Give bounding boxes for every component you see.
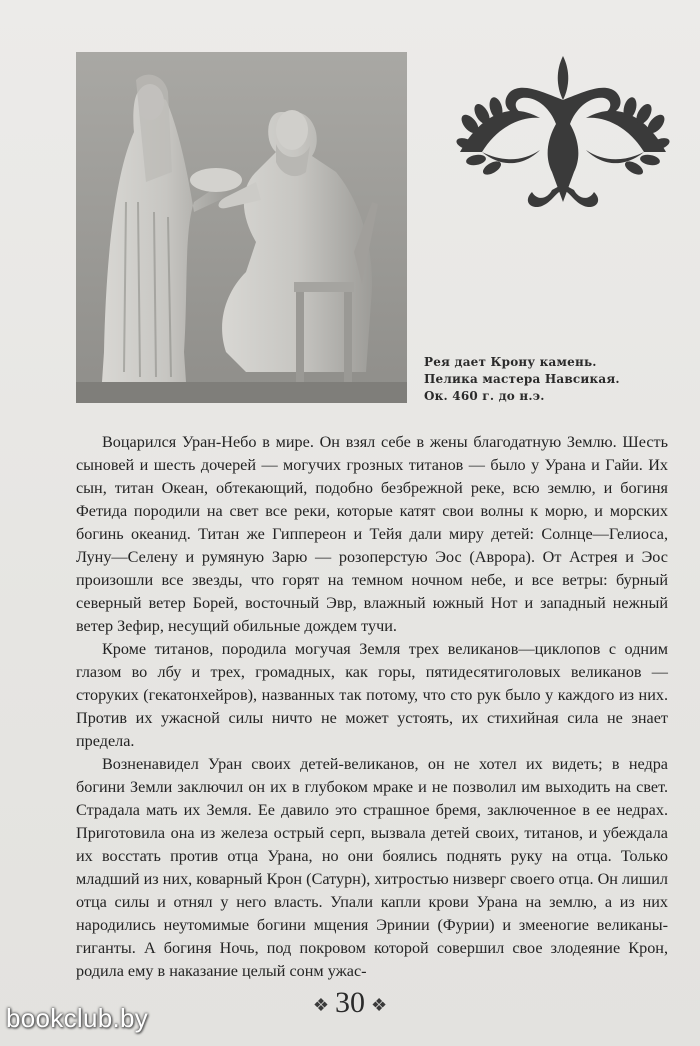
floral-ornament <box>452 52 674 212</box>
image-caption <box>424 354 664 405</box>
ornament-left-icon: ❖ <box>312 995 329 1016</box>
ornament-right-icon: ❖ <box>371 995 388 1016</box>
body-text <box>76 431 668 983</box>
caption-artist: Пелика мастера Навсикая. <box>424 372 620 386</box>
caption-title: Рея дает Крону камень. <box>424 355 597 369</box>
watermark: bookclub.by <box>6 1003 149 1033</box>
paragraph: Кроме титанов, породила могучая Земля трех великанов—циклопов с одним глазом во лбу и трех, громадных, как горы, пятидесятиголовых великанов — сторуких (гекатонхейров), названных так потому, что сто рук было у каждого из них. Против их ужасной силы ничто не может устоять, их стихийная сила не знает предела. <box>76 640 668 750</box>
page-number-value: 30 <box>335 986 365 1019</box>
paragraph: Возненавидел Уран своих детей-великанов, он не хотел их видеть; в недра богини Земли заключил он их в глубоком мраке и не позволил им выходить на свет. Страдала мать их Земля. Ее давило это страшное бремя, заключенное в ее недрах. Приготовила она из железа острый серп, вызвала детей своих, титанов, и убеждала их восстать против отца Урана, но они боялись поднять руку на отца. Только младший из них, коварный Крон (Сатурн), хитростью низверг своего отца. Он лишил отца силы и отнял у него власть. Упали капли крови Урана на землю, а из них народились неутомимые богини мщения Эринии (Фурии) и змееногие великаны-гиганты. А богиня Ночь, под покровом которой совершил свое злодеяние Крон, родила ему в наказание целый сонм ужас- <box>76 755 668 980</box>
caption-date: Ок. 460 г. до н.э. <box>424 389 545 403</box>
relief-illustration <box>76 52 407 403</box>
paragraph: Воцарился Уран-Небо в мире. Он взял себе в жены благодатную Землю. Шесть сыновей и шесть дочерей — могучих грозных титанов — было у Урана и Гайи. Их сын, титан Океан, обтекающий, подобно безбрежной реке, всю землю, и богиня Фетида породили на свет все реки, которые катят свои волны к морю, и морских богинь океанид. Титан же Гиппереон и Тейя дали миру детей: Солнце—Гелиоса, Луну—Селену и румяную Зарю — розоперстую Эос (Аврора). От Астрея и Эос произошли все звезды, что горят на темном ночном небе, и все ветры: бурный северный ветер Борей, восточный Эвр, влажный южный Нот и западный нежный ветер Зефир, несущий обильные дождем тучи. <box>76 433 668 635</box>
